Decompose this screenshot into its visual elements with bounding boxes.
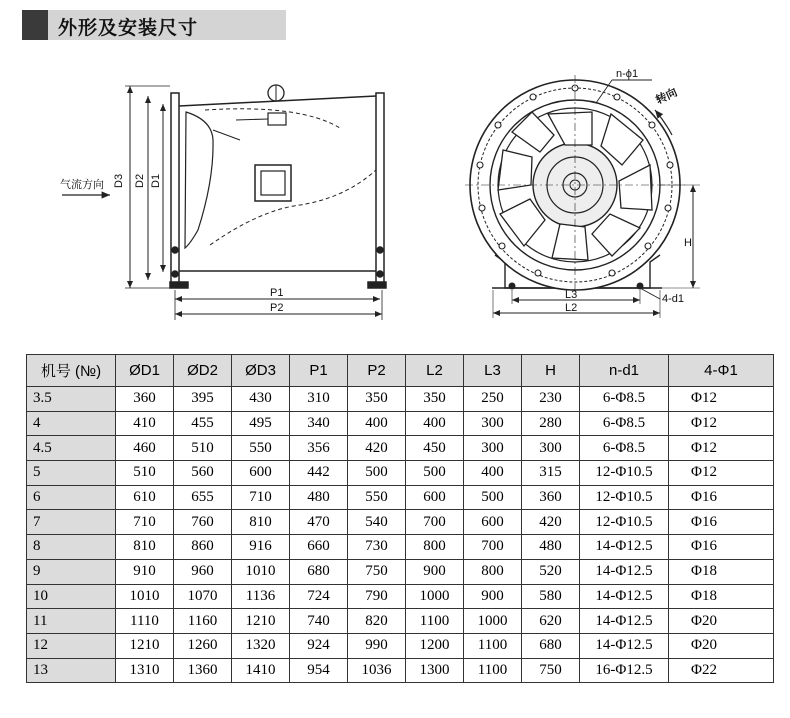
dimension-drawings — [0, 48, 790, 348]
dim-label-d3: D3 — [113, 173, 125, 188]
table-cell: 924 — [290, 633, 348, 658]
table-cell: 1010 — [116, 584, 174, 609]
table-cell: 500 — [406, 461, 464, 486]
table-row — [27, 535, 774, 560]
dim-label-d1: D1 — [150, 173, 162, 188]
table-cell: 660 — [290, 535, 348, 560]
table-row — [27, 387, 774, 412]
table-cell: 1410 — [232, 658, 290, 683]
table-cell: 1000 — [464, 609, 522, 634]
table-cell: Φ12 — [669, 436, 774, 461]
table-cell: 900 — [406, 559, 464, 584]
table-cell: 600 — [232, 461, 290, 486]
table-row — [27, 658, 774, 683]
table-cell: 480 — [522, 535, 580, 560]
table-cell: 680 — [522, 633, 580, 658]
table-cell: 900 — [464, 584, 522, 609]
dim-label-h: H — [684, 237, 692, 249]
side-view — [62, 85, 386, 320]
table-cell: 500 — [348, 461, 406, 486]
table-cell: 730 — [348, 535, 406, 560]
table-cell: 11 — [27, 609, 116, 634]
header-p2: P2 — [348, 355, 406, 387]
table-row — [27, 633, 774, 658]
rotation-label: 转向 — [654, 86, 680, 107]
table-cell: 3.5 — [27, 387, 116, 412]
table-cell: 420 — [522, 510, 580, 535]
table-row — [27, 510, 774, 535]
table-cell: 510 — [116, 461, 174, 486]
table-cell: 1210 — [232, 609, 290, 634]
table-cell: 1100 — [464, 633, 522, 658]
table-cell: 550 — [348, 485, 406, 510]
table-cell: 6-Φ8.5 — [580, 411, 669, 436]
table-cell: 12-Φ10.5 — [580, 510, 669, 535]
table-body — [27, 387, 774, 683]
table-cell: 750 — [348, 559, 406, 584]
table-cell: 280 — [522, 411, 580, 436]
header-l2: L2 — [406, 355, 464, 387]
table-cell: 1136 — [232, 584, 290, 609]
table-cell: 820 — [348, 609, 406, 634]
table-row — [27, 559, 774, 584]
table-cell: 10 — [27, 584, 116, 609]
table-cell: 600 — [464, 510, 522, 535]
table-cell: 1070 — [174, 584, 232, 609]
table-cell: 12-Φ10.5 — [580, 485, 669, 510]
table-cell: 710 — [116, 510, 174, 535]
table-cell: 580 — [522, 584, 580, 609]
table-cell: 230 — [522, 387, 580, 412]
table-cell: 800 — [464, 559, 522, 584]
table-cell: 700 — [406, 510, 464, 535]
header-d1: ØD1 — [116, 355, 174, 387]
table-cell: 300 — [522, 436, 580, 461]
table-row — [27, 609, 774, 634]
table-cell: 800 — [406, 535, 464, 560]
table-cell: 1100 — [464, 658, 522, 683]
table-cell: 960 — [174, 559, 232, 584]
table-cell: 300 — [464, 411, 522, 436]
table-cell: 310 — [290, 387, 348, 412]
table-cell: 5 — [27, 461, 116, 486]
front-view — [465, 75, 700, 318]
table-cell: 400 — [464, 461, 522, 486]
hole-label: n-ϕ1 — [616, 68, 639, 80]
table-cell: 1300 — [406, 658, 464, 683]
table-cell: 250 — [464, 387, 522, 412]
table-cell: 724 — [290, 584, 348, 609]
table-cell: Φ18 — [669, 559, 774, 584]
table-cell: 400 — [406, 411, 464, 436]
table-cell: 750 — [522, 658, 580, 683]
table-cell: 12 — [27, 633, 116, 658]
table-cell: 410 — [116, 411, 174, 436]
table-cell: 916 — [232, 535, 290, 560]
table-cell: 6 — [27, 485, 116, 510]
table-cell: 460 — [116, 436, 174, 461]
table-cell: 14-Φ12.5 — [580, 535, 669, 560]
table-cell: 14-Φ12.5 — [580, 559, 669, 584]
header-4-phi1: 4-Φ1 — [669, 355, 774, 387]
table-cell: 14-Φ12.5 — [580, 633, 669, 658]
table-cell: 6-Φ8.5 — [580, 387, 669, 412]
table-cell: 740 — [290, 609, 348, 634]
header-h: H — [522, 355, 580, 387]
table-header-row — [27, 355, 774, 387]
table-cell: 1360 — [174, 658, 232, 683]
spec-table — [26, 354, 774, 683]
table-cell: 1320 — [232, 633, 290, 658]
airflow-label: 气流方向 — [60, 179, 104, 191]
table-cell: 1036 — [348, 658, 406, 683]
table-cell: 400 — [348, 411, 406, 436]
title-marker — [22, 10, 48, 40]
table-cell: 360 — [522, 485, 580, 510]
table-cell: 954 — [290, 658, 348, 683]
table-cell: 7 — [27, 510, 116, 535]
table-cell: Φ16 — [669, 485, 774, 510]
table-cell: Φ22 — [669, 658, 774, 683]
table-cell: 655 — [174, 485, 232, 510]
table-cell: 442 — [290, 461, 348, 486]
table-row — [27, 411, 774, 436]
table-cell: Φ16 — [669, 510, 774, 535]
table-cell: 340 — [290, 411, 348, 436]
table-cell: Φ12 — [669, 461, 774, 486]
table-cell: 860 — [174, 535, 232, 560]
table-cell: 810 — [232, 510, 290, 535]
header-n-d1: n-d1 — [580, 355, 669, 387]
table-cell: 12-Φ10.5 — [580, 461, 669, 486]
table-cell: 350 — [406, 387, 464, 412]
table-cell: 910 — [116, 559, 174, 584]
table-cell: Φ20 — [669, 633, 774, 658]
dim-label-mount: 4-d1 — [662, 293, 685, 305]
table-cell: 1160 — [174, 609, 232, 634]
table-row — [27, 584, 774, 609]
header-d2: ØD2 — [174, 355, 232, 387]
dim-label-l3: L3 — [565, 289, 578, 301]
table-cell: Φ16 — [669, 535, 774, 560]
table-cell: 710 — [232, 485, 290, 510]
table-cell: 470 — [290, 510, 348, 535]
table-cell: 9 — [27, 559, 116, 584]
table-cell: 13 — [27, 658, 116, 683]
table-cell: 520 — [522, 559, 580, 584]
dim-label-l2: L2 — [565, 302, 578, 314]
table-cell: 450 — [406, 436, 464, 461]
table-cell: 350 — [348, 387, 406, 412]
table-cell: 1310 — [116, 658, 174, 683]
table-cell: 620 — [522, 609, 580, 634]
table-cell: 300 — [464, 436, 522, 461]
table-cell: 790 — [348, 584, 406, 609]
table-cell: 680 — [290, 559, 348, 584]
section-title: 外形及安装尺寸 — [58, 17, 199, 39]
table-cell: 540 — [348, 510, 406, 535]
table-cell: 1260 — [174, 633, 232, 658]
table-cell: 360 — [116, 387, 174, 412]
table-cell: 510 — [174, 436, 232, 461]
table-cell: 356 — [290, 436, 348, 461]
table-cell: 395 — [174, 387, 232, 412]
table-cell: Φ18 — [669, 584, 774, 609]
header-model: 机号 (№) — [27, 355, 116, 387]
table-cell: 700 — [464, 535, 522, 560]
table-cell: 760 — [174, 510, 232, 535]
table-cell: 6-Φ8.5 — [580, 436, 669, 461]
table-cell: 14-Φ12.5 — [580, 584, 669, 609]
section-title-bar — [22, 10, 286, 40]
header-d3: ØD3 — [232, 355, 290, 387]
table-cell: 14-Φ12.5 — [580, 609, 669, 634]
table-cell: 1010 — [232, 559, 290, 584]
dim-label-p2: P2 — [270, 302, 284, 314]
table-cell: 480 — [290, 485, 348, 510]
table-cell: 610 — [116, 485, 174, 510]
table-cell: 1000 — [406, 584, 464, 609]
table-cell: Φ12 — [669, 411, 774, 436]
header-p1: P1 — [290, 355, 348, 387]
table-cell: 990 — [348, 633, 406, 658]
table-cell: 4 — [27, 411, 116, 436]
table-cell: 315 — [522, 461, 580, 486]
table-cell: Φ20 — [669, 609, 774, 634]
table-cell: 420 — [348, 436, 406, 461]
header-l3: L3 — [464, 355, 522, 387]
table-cell: 1100 — [406, 609, 464, 634]
table-cell: 810 — [116, 535, 174, 560]
dim-label-d2: D2 — [134, 173, 146, 188]
table-cell: 4.5 — [27, 436, 116, 461]
table-row — [27, 436, 774, 461]
table-cell: 560 — [174, 461, 232, 486]
table-cell: 550 — [232, 436, 290, 461]
table-cell: Φ12 — [669, 387, 774, 412]
table-cell: 1110 — [116, 609, 174, 634]
table-cell: 1210 — [116, 633, 174, 658]
table-row — [27, 461, 774, 486]
table-cell: 430 — [232, 387, 290, 412]
table-cell: 600 — [406, 485, 464, 510]
table-cell: 500 — [464, 485, 522, 510]
table-cell: 1200 — [406, 633, 464, 658]
table-row — [27, 485, 774, 510]
table-cell: 455 — [174, 411, 232, 436]
table-cell: 495 — [232, 411, 290, 436]
dim-label-p1: P1 — [270, 287, 284, 299]
table-cell: 8 — [27, 535, 116, 560]
table-cell: 16-Φ12.5 — [580, 658, 669, 683]
